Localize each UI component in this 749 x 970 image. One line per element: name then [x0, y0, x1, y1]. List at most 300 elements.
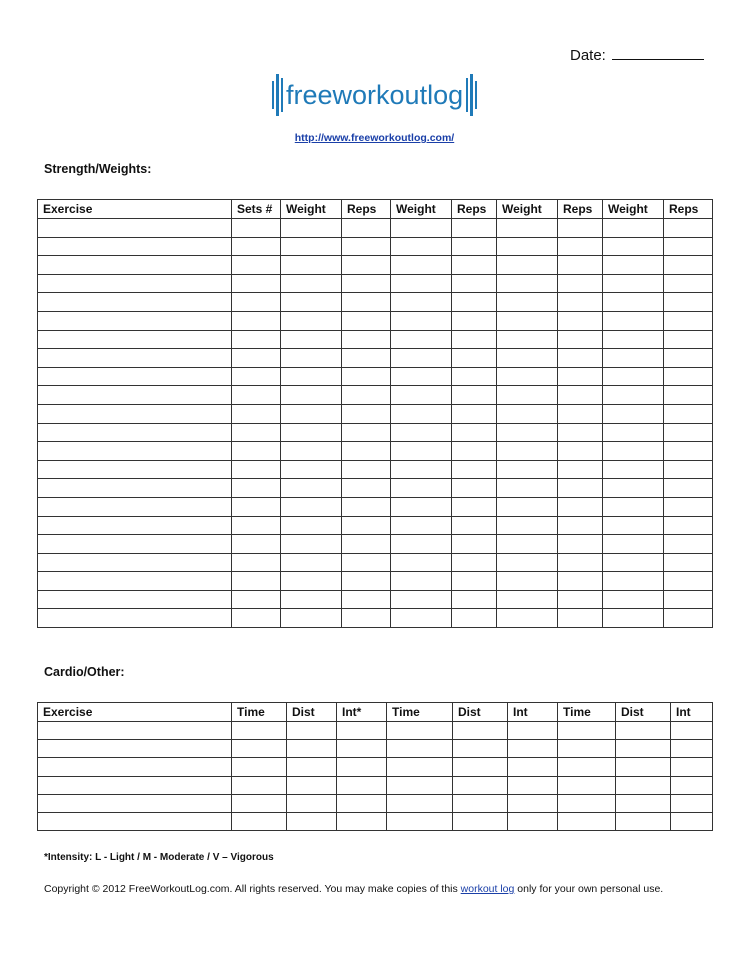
- strength-table-cell[interactable]: [281, 237, 342, 256]
- strength-table-cell[interactable]: [452, 256, 497, 275]
- strength-table-cell[interactable]: [232, 367, 281, 386]
- strength-table-cell[interactable]: [232, 293, 281, 312]
- cardio-table-cell[interactable]: [508, 812, 558, 830]
- strength-table-cell[interactable]: [232, 535, 281, 554]
- strength-table-cell[interactable]: [603, 572, 664, 591]
- strength-table-cell[interactable]: [342, 423, 391, 442]
- strength-table-cell[interactable]: [603, 311, 664, 330]
- strength-table-cell[interactable]: [452, 423, 497, 442]
- strength-table-cell[interactable]: [281, 219, 342, 238]
- strength-table-cell[interactable]: [603, 274, 664, 293]
- strength-table-cell[interactable]: [38, 572, 232, 591]
- cardio-table-cell[interactable]: [671, 776, 713, 794]
- cardio-header-cell: Exercise: [38, 703, 232, 722]
- strength-table-cell[interactable]: [664, 349, 713, 368]
- cardio-table-cell[interactable]: [558, 758, 616, 776]
- cardio-table-cell[interactable]: [453, 722, 508, 740]
- strength-table-cell[interactable]: [452, 274, 497, 293]
- strength-table-cell[interactable]: [281, 274, 342, 293]
- strength-table-cell[interactable]: [38, 553, 232, 572]
- strength-table-cell[interactable]: [558, 535, 603, 554]
- cardio-table-cell[interactable]: [558, 794, 616, 812]
- cardio-table-cell[interactable]: [337, 776, 387, 794]
- cardio-table-cell[interactable]: [287, 740, 337, 758]
- strength-table-cell[interactable]: [281, 423, 342, 442]
- strength-table-cell[interactable]: [281, 572, 342, 591]
- strength-table-cell[interactable]: [452, 609, 497, 628]
- strength-table-cell[interactable]: [391, 535, 452, 554]
- strength-table-cell[interactable]: [391, 460, 452, 479]
- strength-table-cell[interactable]: [391, 572, 452, 591]
- strength-table-cell[interactable]: [558, 274, 603, 293]
- cardio-table-cell[interactable]: [232, 740, 287, 758]
- strength-table-cell[interactable]: [38, 460, 232, 479]
- strength-table-row: [38, 386, 713, 405]
- strength-table-row: [38, 311, 713, 330]
- strength-table-cell[interactable]: [342, 553, 391, 572]
- cardio-table-cell[interactable]: [387, 794, 453, 812]
- cardio-table-cell[interactable]: [232, 794, 287, 812]
- strength-table-cell[interactable]: [38, 330, 232, 349]
- cardio-table-cell[interactable]: [671, 812, 713, 830]
- strength-table-cell[interactable]: [497, 460, 558, 479]
- strength-header-cell: Reps: [558, 200, 603, 219]
- cardio-table-cell[interactable]: [337, 740, 387, 758]
- strength-table-cell[interactable]: [232, 460, 281, 479]
- strength-table-cell[interactable]: [603, 590, 664, 609]
- strength-table-cell[interactable]: [497, 293, 558, 312]
- strength-table-cell[interactable]: [497, 274, 558, 293]
- strength-table-cell[interactable]: [342, 479, 391, 498]
- strength-table-cell[interactable]: [603, 442, 664, 461]
- strength-table-cell[interactable]: [664, 609, 713, 628]
- strength-table-cell[interactable]: [38, 404, 232, 423]
- cardio-table-cell[interactable]: [232, 812, 287, 830]
- strength-table-cell[interactable]: [232, 516, 281, 535]
- strength-table-cell[interactable]: [603, 293, 664, 312]
- strength-table-cell[interactable]: [452, 479, 497, 498]
- strength-table-cell[interactable]: [497, 516, 558, 535]
- strength-header-cell: Reps: [664, 200, 713, 219]
- strength-table-cell[interactable]: [558, 367, 603, 386]
- strength-table-cell[interactable]: [497, 367, 558, 386]
- strength-table-cell[interactable]: [497, 572, 558, 591]
- strength-table-cell[interactable]: [391, 330, 452, 349]
- strength-table-cell[interactable]: [38, 237, 232, 256]
- cardio-header-cell: Int: [671, 703, 713, 722]
- strength-table-cell[interactable]: [664, 590, 713, 609]
- cardio-table-cell[interactable]: [453, 740, 508, 758]
- cardio-table-cell[interactable]: [508, 722, 558, 740]
- strength-table-cell[interactable]: [452, 460, 497, 479]
- strength-table-cell[interactable]: [391, 367, 452, 386]
- strength-table-cell[interactable]: [391, 423, 452, 442]
- strength-table-cell[interactable]: [497, 609, 558, 628]
- strength-table-row: [38, 404, 713, 423]
- cardio-table-cell[interactable]: [287, 794, 337, 812]
- strength-table-cell[interactable]: [664, 293, 713, 312]
- strength-table-cell[interactable]: [38, 609, 232, 628]
- strength-table-cell[interactable]: [452, 497, 497, 516]
- strength-table-cell[interactable]: [664, 386, 713, 405]
- strength-table-cell[interactable]: [452, 404, 497, 423]
- strength-table-cell[interactable]: [603, 256, 664, 275]
- strength-table-cell[interactable]: [497, 237, 558, 256]
- strength-table-cell[interactable]: [38, 497, 232, 516]
- strength-table-cell[interactable]: [497, 497, 558, 516]
- cardio-table-cell[interactable]: [453, 758, 508, 776]
- strength-table-cell[interactable]: [342, 497, 391, 516]
- strength-table-cell[interactable]: [558, 311, 603, 330]
- strength-table-cell[interactable]: [232, 404, 281, 423]
- strength-table-cell[interactable]: [232, 386, 281, 405]
- strength-table-cell[interactable]: [342, 219, 391, 238]
- strength-table-cell[interactable]: [281, 497, 342, 516]
- strength-table-cell[interactable]: [452, 553, 497, 572]
- strength-table-cell[interactable]: [281, 479, 342, 498]
- strength-table-cell[interactable]: [232, 553, 281, 572]
- strength-table-cell[interactable]: [391, 219, 452, 238]
- strength-table-cell[interactable]: [342, 572, 391, 591]
- cardio-header-cell: Dist: [616, 703, 671, 722]
- strength-table-cell[interactable]: [38, 516, 232, 535]
- strength-table-cell[interactable]: [603, 516, 664, 535]
- strength-table-cell[interactable]: [497, 256, 558, 275]
- strength-table-cell[interactable]: [452, 516, 497, 535]
- strength-table-cell[interactable]: [281, 609, 342, 628]
- strength-table-cell[interactable]: [232, 237, 281, 256]
- cardio-table-cell[interactable]: [337, 758, 387, 776]
- cardio-header-cell: Int: [508, 703, 558, 722]
- strength-table-cell[interactable]: [452, 367, 497, 386]
- cardio-table-cell[interactable]: [387, 722, 453, 740]
- strength-table-cell[interactable]: [232, 572, 281, 591]
- strength-table-cell[interactable]: [281, 386, 342, 405]
- strength-table-cell[interactable]: [281, 293, 342, 312]
- strength-table-cell[interactable]: [452, 386, 497, 405]
- strength-table-cell[interactable]: [497, 349, 558, 368]
- cardio-table-cell[interactable]: [671, 722, 713, 740]
- strength-table-cell[interactable]: [342, 311, 391, 330]
- strength-table-cell[interactable]: [38, 590, 232, 609]
- strength-table-cell[interactable]: [38, 293, 232, 312]
- strength-table-cell[interactable]: [664, 404, 713, 423]
- strength-table-cell[interactable]: [342, 460, 391, 479]
- strength-table-cell[interactable]: [342, 609, 391, 628]
- strength-table-cell[interactable]: [558, 460, 603, 479]
- strength-table-cell[interactable]: [664, 311, 713, 330]
- cardio-table-cell[interactable]: [508, 758, 558, 776]
- strength-table-cell[interactable]: [558, 572, 603, 591]
- strength-table-cell[interactable]: [558, 349, 603, 368]
- cardio-table-cell[interactable]: [558, 740, 616, 758]
- strength-table-cell[interactable]: [232, 349, 281, 368]
- cardio-table-cell[interactable]: [387, 740, 453, 758]
- strength-table-cell[interactable]: [38, 367, 232, 386]
- strength-table-row: [38, 442, 713, 461]
- strength-table-cell[interactable]: [664, 553, 713, 572]
- strength-table-cell[interactable]: [603, 553, 664, 572]
- strength-table-cell[interactable]: [391, 404, 452, 423]
- strength-table-cell[interactable]: [558, 590, 603, 609]
- strength-table-cell[interactable]: [391, 516, 452, 535]
- strength-table-cell[interactable]: [497, 423, 558, 442]
- strength-table-cell[interactable]: [391, 553, 452, 572]
- strength-table-cell[interactable]: [391, 590, 452, 609]
- cardio-table-cell[interactable]: [38, 812, 232, 830]
- strength-table-cell[interactable]: [452, 293, 497, 312]
- strength-table-cell[interactable]: [603, 237, 664, 256]
- cardio-table-cell[interactable]: [38, 740, 232, 758]
- cardio-table-cell[interactable]: [671, 758, 713, 776]
- strength-table-cell[interactable]: [342, 330, 391, 349]
- strength-table-cell[interactable]: [452, 330, 497, 349]
- strength-table-cell[interactable]: [452, 572, 497, 591]
- strength-table-cell[interactable]: [281, 349, 342, 368]
- strength-table-cell[interactable]: [391, 442, 452, 461]
- strength-table-cell[interactable]: [232, 479, 281, 498]
- strength-table-cell[interactable]: [452, 535, 497, 554]
- strength-table-cell[interactable]: [342, 349, 391, 368]
- strength-table-cell[interactable]: [603, 367, 664, 386]
- cardio-table-cell[interactable]: [616, 776, 671, 794]
- strength-table-cell[interactable]: [558, 219, 603, 238]
- strength-table-cell[interactable]: [603, 423, 664, 442]
- strength-table-cell[interactable]: [452, 311, 497, 330]
- strength-table-cell[interactable]: [603, 219, 664, 238]
- strength-table-cell[interactable]: [391, 274, 452, 293]
- strength-table-cell[interactable]: [558, 330, 603, 349]
- strength-table-cell[interactable]: [281, 442, 342, 461]
- strength-table-cell[interactable]: [558, 423, 603, 442]
- cardio-table-cell[interactable]: [232, 758, 287, 776]
- cardio-table-cell[interactable]: [287, 812, 337, 830]
- strength-table-cell[interactable]: [497, 553, 558, 572]
- strength-table-cell[interactable]: [603, 535, 664, 554]
- strength-table-cell[interactable]: [391, 609, 452, 628]
- cardio-table-cell[interactable]: [671, 794, 713, 812]
- strength-table-cell[interactable]: [558, 237, 603, 256]
- strength-table-cell[interactable]: [232, 442, 281, 461]
- strength-table-cell[interactable]: [232, 219, 281, 238]
- cardio-table-cell[interactable]: [387, 776, 453, 794]
- cardio-table-cell[interactable]: [232, 722, 287, 740]
- strength-table-cell[interactable]: [497, 479, 558, 498]
- strength-table-cell[interactable]: [38, 479, 232, 498]
- strength-table-cell[interactable]: [603, 479, 664, 498]
- cardio-table-cell[interactable]: [453, 794, 508, 812]
- strength-table-cell[interactable]: [452, 219, 497, 238]
- cardio-table-cell[interactable]: [337, 812, 387, 830]
- strength-table-cell[interactable]: [497, 219, 558, 238]
- strength-table-cell[interactable]: [391, 497, 452, 516]
- cardio-table-row: [38, 722, 713, 740]
- strength-table-cell[interactable]: [452, 590, 497, 609]
- strength-table-cell[interactable]: [232, 311, 281, 330]
- strength-table-cell[interactable]: [342, 516, 391, 535]
- strength-table-cell[interactable]: [664, 367, 713, 386]
- cardio-table-cell[interactable]: [38, 722, 232, 740]
- cardio-table-cell[interactable]: [337, 722, 387, 740]
- strength-table-cell[interactable]: [497, 311, 558, 330]
- cardio-table-cell[interactable]: [232, 776, 287, 794]
- strength-table-cell[interactable]: [281, 516, 342, 535]
- strength-table-cell[interactable]: [497, 590, 558, 609]
- strength-table-cell[interactable]: [391, 479, 452, 498]
- strength-header-cell: Reps: [452, 200, 497, 219]
- strength-table-cell[interactable]: [558, 479, 603, 498]
- cardio-table-cell[interactable]: [616, 794, 671, 812]
- strength-table-cell[interactable]: [603, 497, 664, 516]
- strength-table-cell[interactable]: [603, 460, 664, 479]
- strength-table-cell[interactable]: [664, 479, 713, 498]
- cardio-table-cell[interactable]: [453, 776, 508, 794]
- strength-table-cell[interactable]: [603, 404, 664, 423]
- strength-table-cell[interactable]: [232, 497, 281, 516]
- strength-table-cell[interactable]: [603, 349, 664, 368]
- strength-table-cell[interactable]: [391, 256, 452, 275]
- strength-table-cell[interactable]: [38, 386, 232, 405]
- strength-table-cell[interactable]: [558, 497, 603, 516]
- strength-table-cell[interactable]: [281, 330, 342, 349]
- cardio-table-cell[interactable]: [558, 722, 616, 740]
- strength-table-cell[interactable]: [342, 535, 391, 554]
- strength-table-cell[interactable]: [38, 256, 232, 275]
- strength-table-cell[interactable]: [391, 386, 452, 405]
- strength-table-cell[interactable]: [38, 442, 232, 461]
- website-link[interactable]: http://www.freeworkoutlog.com/: [294, 132, 455, 144]
- strength-table-cell[interactable]: [603, 609, 664, 628]
- strength-table-cell[interactable]: [232, 330, 281, 349]
- strength-table-cell[interactable]: [232, 274, 281, 293]
- strength-table-cell[interactable]: [497, 404, 558, 423]
- strength-table-cell[interactable]: [281, 311, 342, 330]
- strength-table-cell[interactable]: [342, 256, 391, 275]
- workout-log-link[interactable]: workout log: [460, 883, 515, 895]
- date-label: Date:: [570, 47, 606, 64]
- strength-table-cell[interactable]: [664, 423, 713, 442]
- strength-table-cell[interactable]: [281, 590, 342, 609]
- strength-table-cell[interactable]: [558, 404, 603, 423]
- strength-table-cell[interactable]: [342, 404, 391, 423]
- strength-table-cell[interactable]: [391, 349, 452, 368]
- strength-table-cell[interactable]: [558, 553, 603, 572]
- strength-table-cell[interactable]: [38, 219, 232, 238]
- strength-table-cell[interactable]: [558, 386, 603, 405]
- strength-table-cell[interactable]: [452, 237, 497, 256]
- cardio-header-cell: Time: [232, 703, 287, 722]
- cardio-table-cell[interactable]: [671, 740, 713, 758]
- strength-table-row: [38, 553, 713, 572]
- cardio-table-cell[interactable]: [616, 758, 671, 776]
- strength-table-cell[interactable]: [558, 293, 603, 312]
- strength-table-cell[interactable]: [603, 330, 664, 349]
- strength-table-cell[interactable]: [497, 535, 558, 554]
- strength-table-cell[interactable]: [603, 386, 664, 405]
- strength-table-cell[interactable]: [281, 553, 342, 572]
- strength-table-cell[interactable]: [281, 460, 342, 479]
- strength-table-cell[interactable]: [452, 349, 497, 368]
- cardio-table-cell[interactable]: [558, 812, 616, 830]
- strength-table-cell[interactable]: [281, 256, 342, 275]
- cardio-table-cell[interactable]: [38, 794, 232, 812]
- strength-table-cell[interactable]: [38, 311, 232, 330]
- cardio-table-cell[interactable]: [453, 812, 508, 830]
- cardio-table-cell[interactable]: [287, 776, 337, 794]
- strength-table-cell[interactable]: [391, 237, 452, 256]
- strength-table-cell[interactable]: [342, 442, 391, 461]
- cardio-table-cell[interactable]: [616, 740, 671, 758]
- cardio-table: [37, 702, 713, 831]
- strength-table-cell[interactable]: [664, 237, 713, 256]
- strength-table-cell[interactable]: [232, 256, 281, 275]
- strength-table-cell[interactable]: [558, 609, 603, 628]
- cardio-table-cell[interactable]: [616, 812, 671, 830]
- cardio-table-cell[interactable]: [387, 758, 453, 776]
- cardio-table-cell[interactable]: [616, 722, 671, 740]
- strength-table-cell[interactable]: [281, 535, 342, 554]
- strength-table-cell[interactable]: [664, 330, 713, 349]
- strength-table-row: [38, 274, 713, 293]
- strength-table-cell[interactable]: [342, 590, 391, 609]
- cardio-table-cell[interactable]: [287, 722, 337, 740]
- strength-table-cell[interactable]: [232, 590, 281, 609]
- strength-table-cell[interactable]: [342, 386, 391, 405]
- strength-table-cell[interactable]: [38, 349, 232, 368]
- cardio-table-cell[interactable]: [508, 740, 558, 758]
- strength-table-cell[interactable]: [664, 497, 713, 516]
- strength-table-cell[interactable]: [497, 386, 558, 405]
- strength-table-cell[interactable]: [664, 460, 713, 479]
- cardio-table-cell[interactable]: [558, 776, 616, 794]
- cardio-table-cell[interactable]: [287, 758, 337, 776]
- strength-table-cell[interactable]: [664, 219, 713, 238]
- strength-table-cell[interactable]: [664, 516, 713, 535]
- strength-table-cell[interactable]: [664, 442, 713, 461]
- strength-table-cell[interactable]: [342, 367, 391, 386]
- strength-table-cell[interactable]: [342, 237, 391, 256]
- cardio-table-cell[interactable]: [508, 776, 558, 794]
- strength-table-cell[interactable]: [391, 293, 452, 312]
- strength-table-cell[interactable]: [664, 256, 713, 275]
- strength-table-cell[interactable]: [232, 423, 281, 442]
- strength-table-cell[interactable]: [664, 572, 713, 591]
- strength-table-cell[interactable]: [558, 516, 603, 535]
- strength-table-cell[interactable]: [232, 609, 281, 628]
- cardio-table-cell[interactable]: [38, 776, 232, 794]
- strength-header-cell: Sets #: [232, 200, 281, 219]
- strength-table-cell[interactable]: [342, 274, 391, 293]
- strength-table-cell[interactable]: [281, 367, 342, 386]
- strength-table-cell[interactable]: [497, 330, 558, 349]
- strength-table-cell[interactable]: [38, 535, 232, 554]
- strength-table-cell[interactable]: [497, 442, 558, 461]
- strength-table-cell[interactable]: [664, 535, 713, 554]
- cardio-table-cell[interactable]: [38, 758, 232, 776]
- strength-table-cell[interactable]: [391, 311, 452, 330]
- strength-table-cell[interactable]: [342, 293, 391, 312]
- strength-table-cell[interactable]: [452, 442, 497, 461]
- cardio-table-cell[interactable]: [337, 794, 387, 812]
- strength-table-cell[interactable]: [38, 274, 232, 293]
- strength-table-cell[interactable]: [558, 256, 603, 275]
- strength-table-cell[interactable]: [558, 442, 603, 461]
- strength-table-cell[interactable]: [281, 404, 342, 423]
- strength-table-cell[interactable]: [664, 274, 713, 293]
- strength-table-cell[interactable]: [38, 423, 232, 442]
- cardio-table-cell[interactable]: [387, 812, 453, 830]
- cardio-table-cell[interactable]: [508, 794, 558, 812]
